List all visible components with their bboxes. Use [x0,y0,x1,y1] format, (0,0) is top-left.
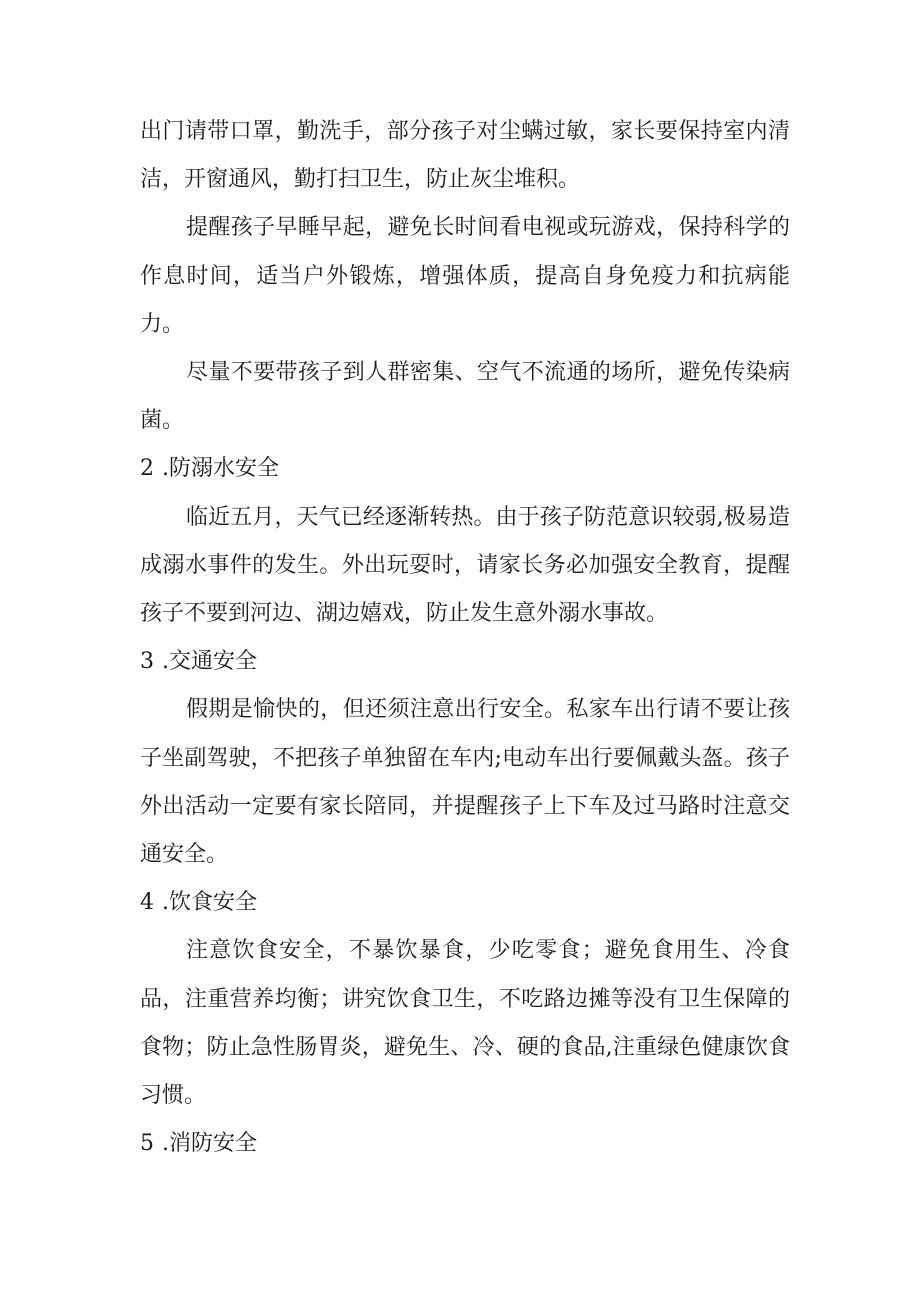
section-number: 2 [140,456,154,482]
paragraph-drowning: 临近五月，天气已经逐渐转热。由于孩子防范意识较弱,极易造成溺水事件的发生。外出玩耍时，请家长务必加强安全教育，提醒孩子不要到河边、湖边嬉戏，防止发生意外溺水事故。 [140,504,790,627]
section-heading-traffic [140,638,790,686]
section-heading-fire [140,1120,790,1168]
paragraph-traffic: 假期是愉快的，但还须注意出行安全。私家车出行请不要让孩子坐副驾驶，不把孩子单独留在车内;电动车出行要佩戴头盔。孩子外出活动一定要有家长陪同，并提醒孩子上下车及过马路时注意交通安全。 [140,697,790,868]
paragraph-sleep-routine: 提醒孩子早睡早起，避免长时间看电视或玩游戏，保持科学的作息时间，适当户外锻炼，增强体质，提高自身免疫力和抗病能力。 [140,215,790,337]
paragraph-hygiene-continued: 出门请带口罩，勤洗手，部分孩子对尘螨过敏，家长要保持室内清洁，开窗通风，勤打扫卫生，防止灰尘堆积。 [140,119,790,193]
document-body [140,108,790,1168]
section-title: .交通安全 [162,649,257,675]
section-number: 5 [140,1131,154,1157]
paragraph-avoid-crowds: 尽量不要带孩子到人群密集、空气不流通的场所，避免传染病菌。 [140,360,790,434]
section-heading-drowning [140,445,790,493]
section-number: 3 [140,649,154,675]
section-title: .饮食安全 [162,890,257,916]
section-heading-food [140,879,790,927]
section-title: .消防安全 [162,1131,257,1157]
section-number: 4 [140,890,154,916]
paragraph-food: 注意饮食安全，不暴饮暴食，少吃零食；避免食用生、冷食品，注重营养均衡；讲究饮食卫生，不吃路边摊等没有卫生保障的食物；防止急性肠胃炎，避免生、冷、硬的食品,注重绿色健康饮食习惯。 [140,938,790,1109]
section-title: .防溺水安全 [162,456,279,482]
